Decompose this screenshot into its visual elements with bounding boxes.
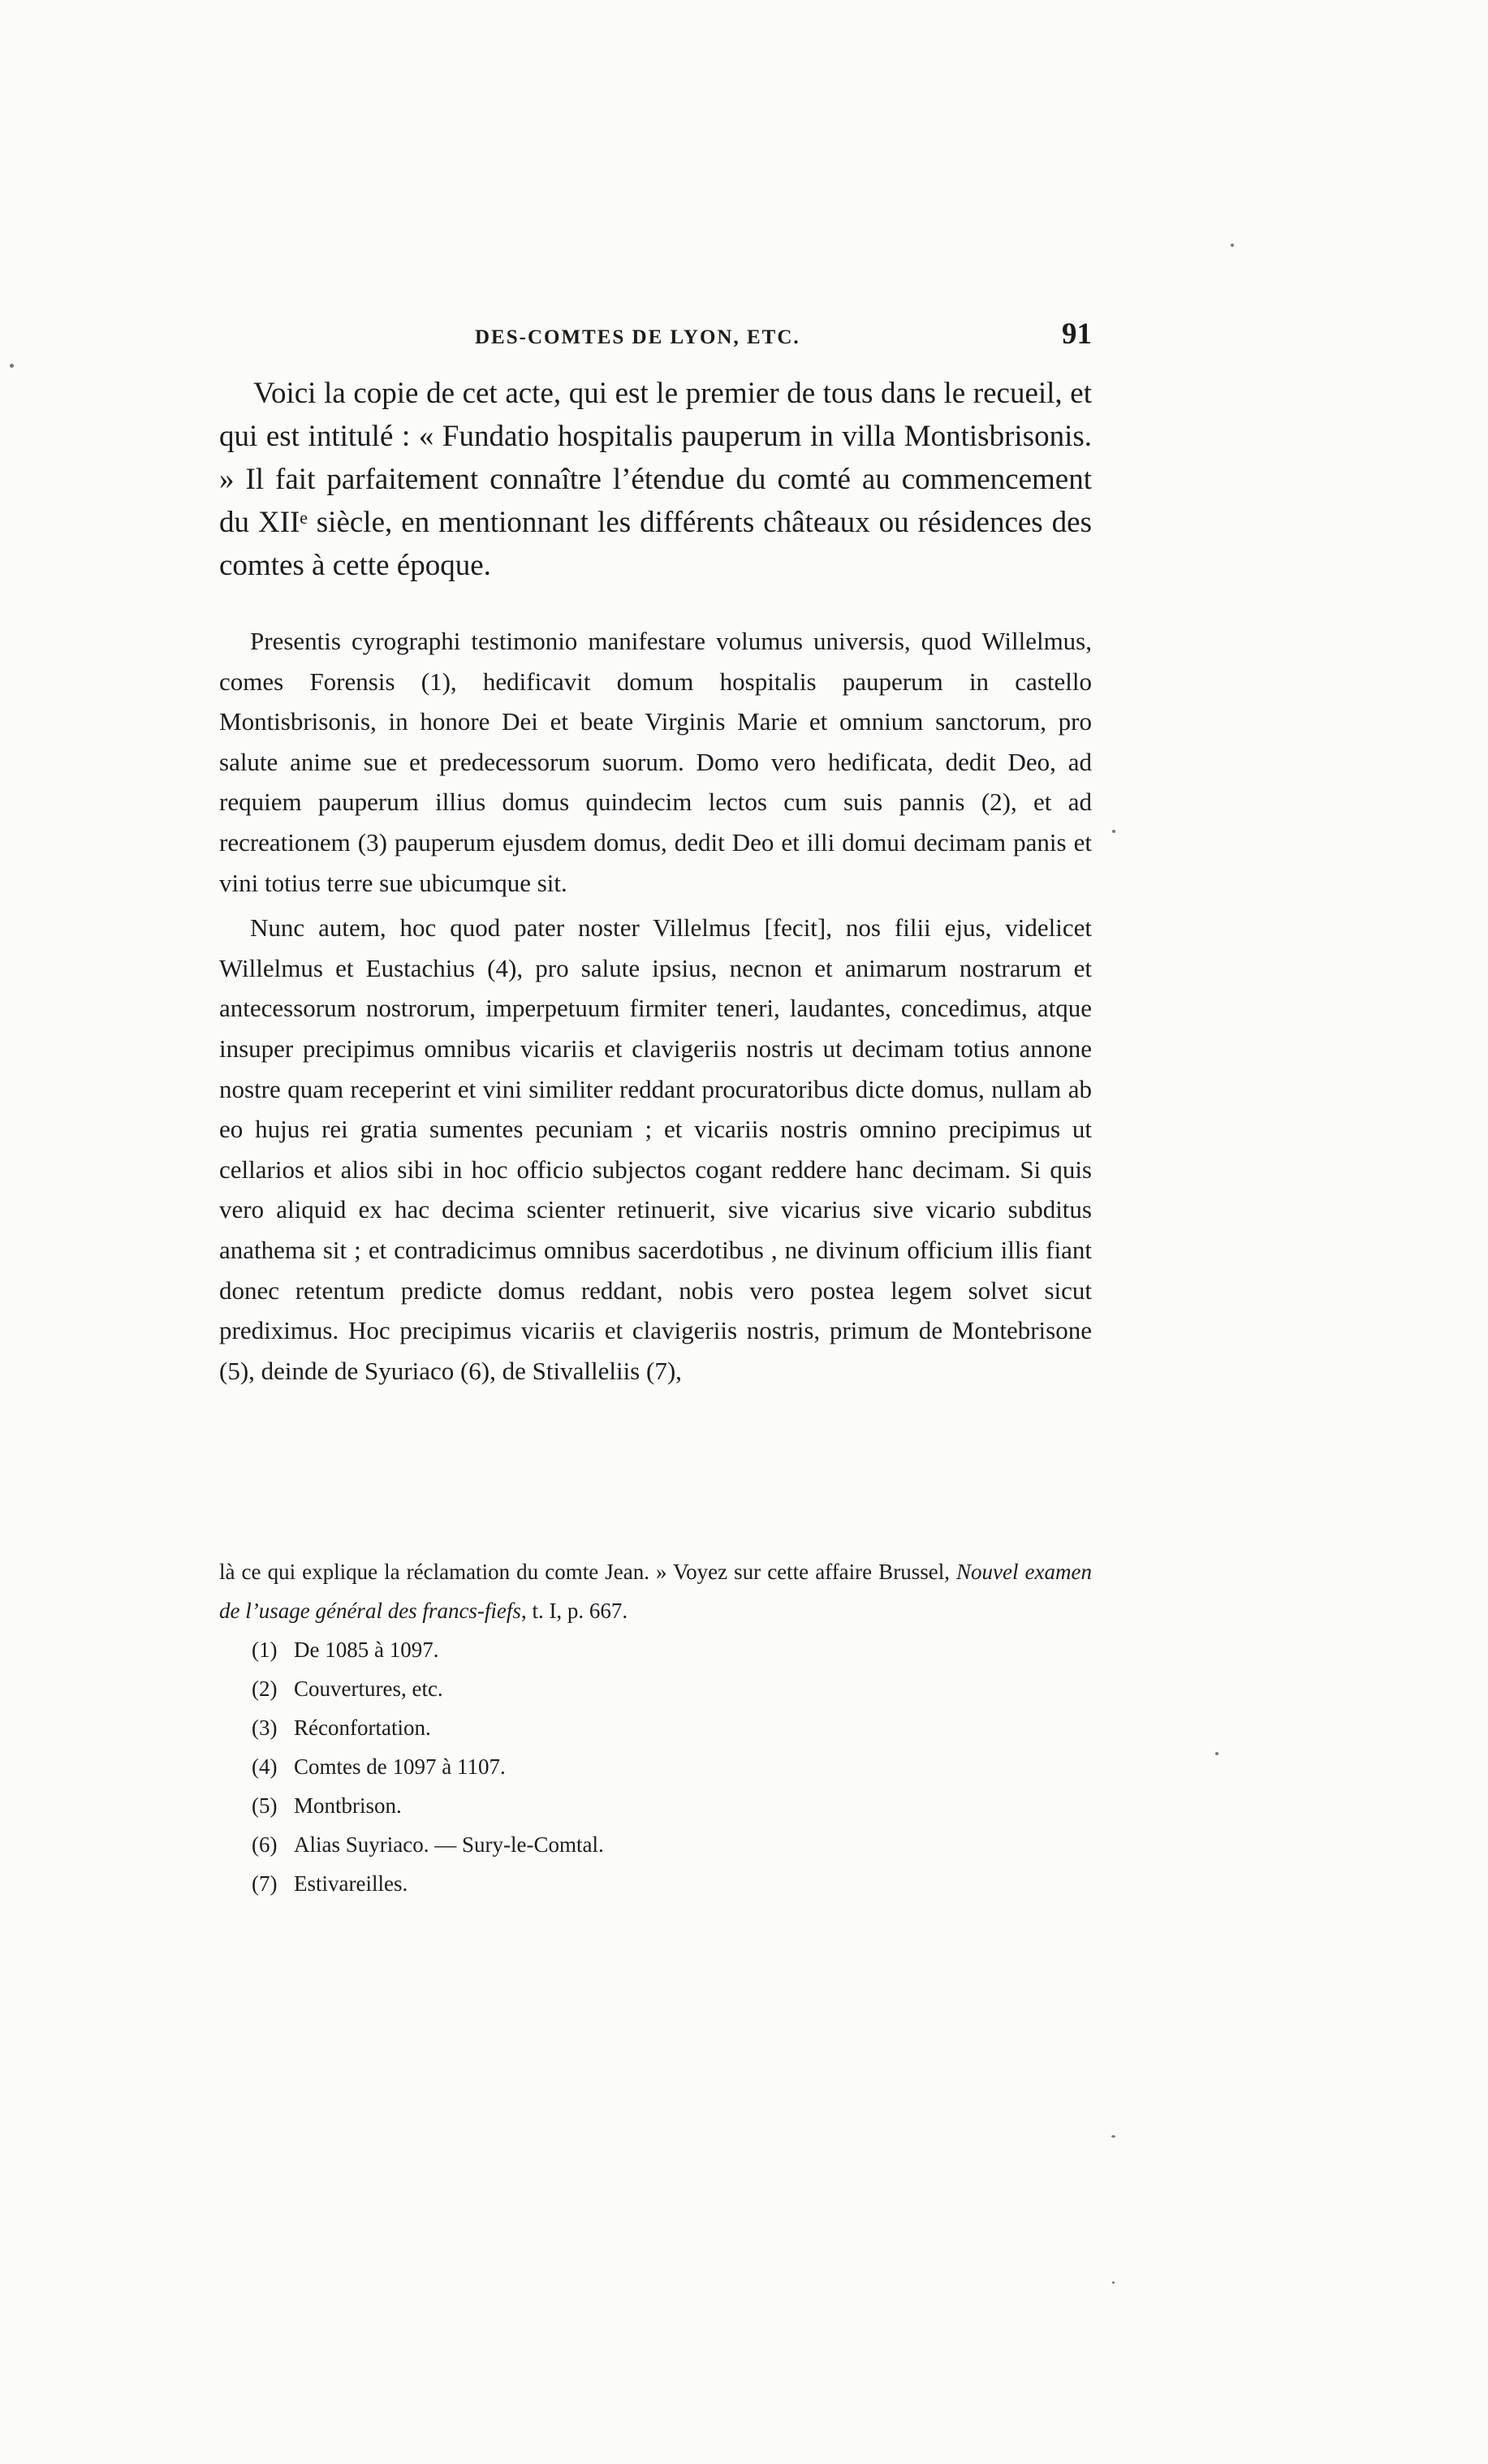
footnote-continuation-text: là ce qui explique la réclamation du comte Jean. » Voyez sur cette affaire Brussel,	[219, 1560, 956, 1584]
footnote-continuation-title: Nouvel examen de l’usage général des francs-fiefs	[219, 1560, 1092, 1623]
footnote-marker: (4)	[252, 1754, 278, 1779]
main-text	[219, 372, 1092, 587]
page-header	[219, 317, 1092, 362]
footnote-text: Couvertures, etc.	[294, 1676, 443, 1701]
footnote-item	[252, 1747, 1092, 1786]
scan-speck	[1215, 1752, 1218, 1755]
page-number: 91	[1062, 317, 1092, 351]
footnote-text: Montbrison.	[294, 1793, 402, 1818]
charter-text	[219, 621, 1092, 1391]
footnote-marker: (3)	[252, 1715, 278, 1740]
footnote-text: Réconfortation.	[294, 1715, 431, 1740]
footnote-marker: (5)	[252, 1793, 278, 1818]
footnote-continuation	[219, 1552, 1092, 1630]
intro-paragraph: Voici la copie de cet acte, qui est le premier de tous dans le recueil, et qui est intitulé : « Fundatio hospitalis pauperum in villa Montisbrisonis. » Il fait parfaitement connaître l’étendue du comté au commencement du XIIᵉ siècle, en mentionnant les différents châteaux ou résidences des comtes à cette époque.	[219, 377, 1092, 582]
footnote-text: De 1085 à 1097.	[294, 1638, 439, 1662]
footnote-item	[252, 1864, 1092, 1903]
footnote-text: Alias Suyriaco. — Sury-le-Comtal.	[294, 1832, 604, 1857]
footnote-item	[252, 1786, 1092, 1825]
running-title: DES-COMTES DE LYON, ETC.	[475, 326, 800, 348]
footnote-list	[219, 1630, 1092, 1903]
scan-speck	[1231, 244, 1234, 247]
footnote-marker: (7)	[252, 1871, 278, 1896]
charter-paragraph-1: Presentis cyrographi testimonio manifestare volumus universis, quod Willelmus, comes Forensis (1), hedificavit domum hospitalis pauperum in castello Montisbrisonis, in honore Dei et beate Virginis Marie et omnium sanctorum, pro salute anime sue et predecessorum suorum. Domo vero hedificata, dedit Deo, ad requiem pauperum illius domus quindecim lectos cum suis pannis (2), et ad recreationem (3) pauperum ejusdem domus, dedit Deo et illi domui decimam panis et vini totius terre sue ubicumque sit.	[219, 627, 1092, 897]
footnote-text: Estivareilles.	[294, 1871, 408, 1896]
footnote-item	[252, 1825, 1092, 1864]
footnote-marker: (1)	[252, 1638, 278, 1662]
footnote-item	[252, 1630, 1092, 1669]
footnote-item	[252, 1669, 1092, 1708]
scan-speck	[10, 364, 14, 368]
footnotes	[219, 1552, 1092, 1903]
charter-paragraph-2: Nunc autem, hoc quod pater noster Villelmus [fecit], nos filii ejus, videlicet Willelmus et Eustachius (4), pro salute ipsius, necnon et animarum nostrarum et antecessorum nostrorum, imperpetuum firmiter teneri, laudantes, concedimus, atque insuper precipimus omnibus vicariis et clavigeriis nostris ut decimam totius annone nostre quam receperint et vini similiter reddant procuratoribus dicte domus, nullam ab eo hujus rei gratia sumentes pecuniam ; et vicariis nostris omnino precipimus ut cellarios et alios sibi in hoc officio subjectos cogant reddere hanc decimam. Si quis vero aliquid ex hac decima scienter retinuerit, sive vicarius sive vicario subditus anathema sit ; et contradicimus omnibus sacerdotibus , ne divinum officium illis fiant donec retentum predicte domus reddant, nobis vero postea legem solvet sicut prediximus. Hoc precipimus vicariis et clavigeriis nostris, primum de Montebrisone (5), deinde de Syuriaco (6), de Stivalleliis (7),	[219, 913, 1092, 1385]
scan-speck	[1112, 2281, 1115, 2284]
scan-speck	[1111, 2135, 1115, 2138]
footnote-item	[252, 1708, 1092, 1747]
footnote-marker: (2)	[252, 1676, 278, 1701]
footnote-text: Comtes de 1097 à 1107.	[294, 1754, 506, 1779]
scan-speck	[1112, 830, 1115, 833]
footnote-continuation-ref: , t. I, p. 667.	[520, 1599, 628, 1623]
footnote-marker: (6)	[252, 1832, 278, 1857]
